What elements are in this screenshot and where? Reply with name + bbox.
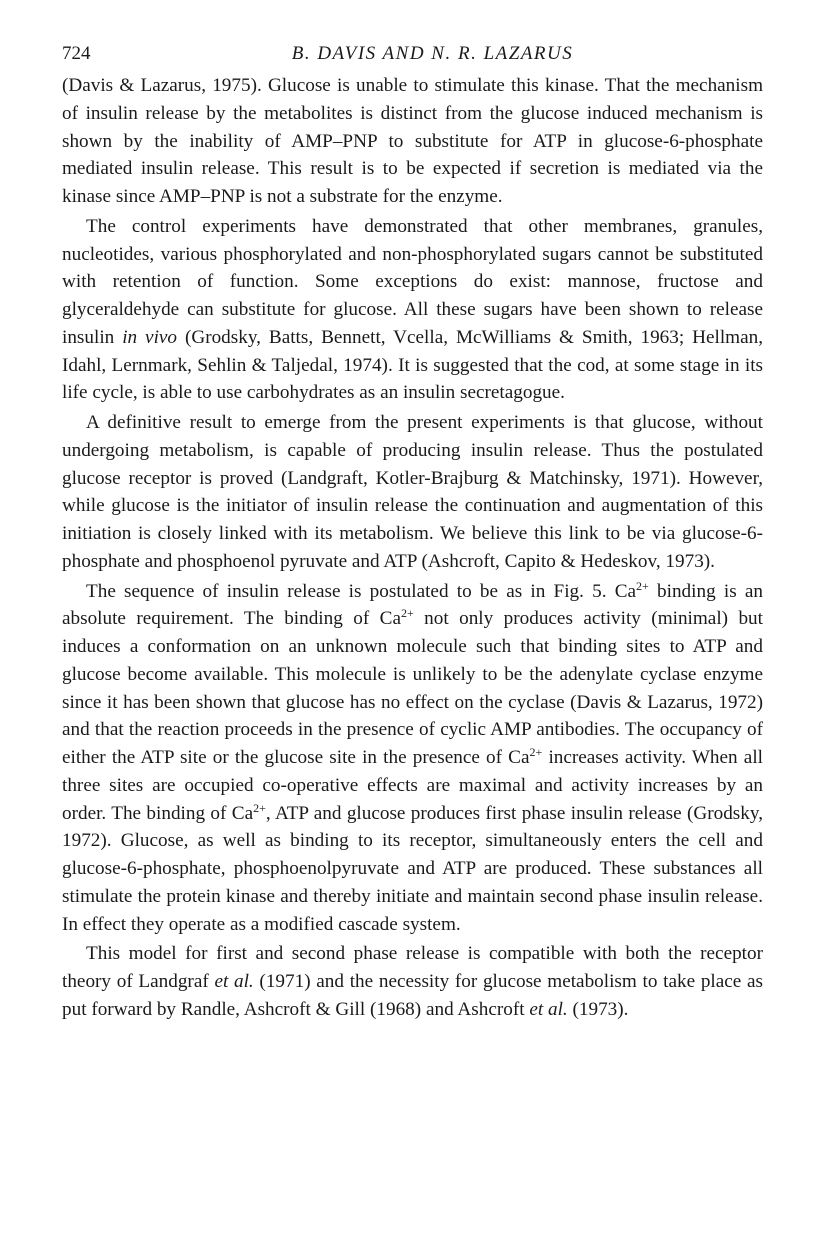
paragraph: A definitive result to emerge from the present experiments is that glucose, without undergoing metabolism, is capable of producing insulin release. Thus the postulated glucose receptor is proved (Landgraft, Kotler-Brajburg & Matchinsky, 1971). However, while glucose is the initiator of insulin release the continuation and augmentation of this initiation is closely linked with its metabolism. We believe this link to be via glucose-6-phosphate and phosphoenol pyruvate and ATP (Ashcroft, Capito & Hedeskov, 1973). [62, 412, 763, 572]
paragraph: The control experiments have demonstrated that other membranes, granules, nucleotides, various phosphorylated and non-phosphorylated sugars cannot be substituted with retention of function. Some exceptions do exist: mannose, fructose and glyceraldehyde can substitute for glucose. All these sugars have been shown to release insulin in vivo (Grodsky, Batts, Bennett, Vcella, McWilliams & Smith, 1963; Hellman, Idahl, Lernmark, Sehlin & Taljedal, 1974). It is suggested that the cod, at some stage in its life cycle, is able to use carbohydrates as an insulin secretagogue. [62, 215, 763, 404]
page-header [62, 40, 763, 76]
running-head: B. DAVIS AND N. R. LAZARUS [291, 43, 574, 64]
paragraph: (Davis & Lazarus, 1975). Glucose is unable to stimulate this kinase. That the mechanism of insulin release by the metabolites is distinct from the glucose induced mechanism is shown by the inability of AMP–PNP to substitute for ATP in glucose-6-phosphate mediated insulin release. This result is to be expected if secretion is mediated via the kinase since AMP–PNP is not a substrate for the enzyme. [62, 75, 763, 207]
journal-page [62, 40, 763, 1024]
body-text [62, 72, 763, 1024]
paragraph: This model for first and second phase release is compatible with both the receptor theory of Landgraf et al. (1971) and the necessity for glucose metabolism to take place as put forward by Randle, Ashcroft & Gill (1968) and Ashcroft et al. (1973). [62, 943, 763, 1020]
page-number: 724 [62, 43, 91, 64]
paragraph: The sequence of insulin release is postulated to be as in Fig. 5. $Ca^{2+}$ binding is an absolute requirement. The binding of $Ca^{2+}$ not only produces activity (minimal) but induces a conformation on an unknown molecule such that binding sites to ATP and glucose become available. This molecule is unlikely to be the adenylate cyclase enzyme since it has been shown that glucose has no effect on the cyclase (Davis & Lazarus, 1972) and that the reaction proceeds in the presence of cyclic AMP antibodies. The occupancy of either the ATP site or the glucose site in the presence of $Ca^{2+}$ increases activity. When all three sites are occupied co-operative effects are maximal and activity increases by an order. The binding of $Ca^{2+}$, ATP and glucose produces first phase insulin release (Grodsky, 1972). Glucose, as well as binding to its receptor, simultaneously enters the cell and glucose-6-phosphate, phosphoenolpyruvate and ATP are produced. These substances all stimulate the protein kinase and thereby initiate and maintain second phase insulin release. In effect they operate as a modified cascade system. [62, 578, 763, 935]
